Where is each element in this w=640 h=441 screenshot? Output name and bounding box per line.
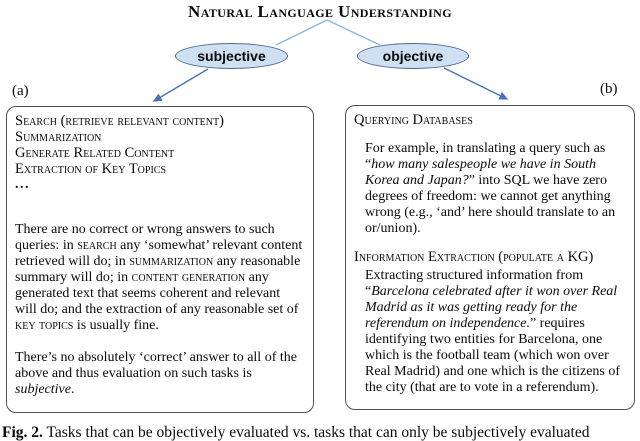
objective-tasks-box [345, 105, 635, 410]
node-objective [357, 43, 469, 69]
figure-caption: Fig. 2. Tasks that can be objectively evaluated vs. tasks that can only be subjectively evaluated [2, 424, 590, 441]
subjective-conclusion-paragraph: There’s no absolutely ‘correct’ answer to all of the above and thus evaluation on such tasks is subjective. [15, 350, 297, 397]
task-item-summarization: Summarization [15, 129, 102, 145]
task-item-ellipsis: ... [15, 177, 30, 192]
subjective-tasks-box [6, 106, 314, 413]
arrow-to-subjective-box [154, 69, 208, 101]
node-objective-label: objective [382, 48, 444, 64]
task-item-generate-content: Generate Related Content [15, 145, 175, 161]
node-subjective-label: subjective [197, 48, 266, 64]
panel-label-a: (a) [12, 83, 29, 99]
section-heading-querying-databases: Querying Databases [354, 112, 473, 128]
panel-label-b: (b) [600, 81, 618, 97]
node-subjective [175, 43, 288, 69]
section-heading-information-extraction: Information Extraction (populate a KG) [354, 249, 594, 265]
arrow-to-objective-box [444, 68, 507, 99]
subjective-explanation-paragraph: There are no correct or wrong answers to such queries: in search any ‘somewhat’ relevant content retrieved will do; in summarization any reasonable summary will do; in content generation any generated text that seems coherent and relevant will do; and the extraction of any reasonable set of key topics is usually fine. [15, 222, 303, 333]
diagram-root-label: Natural Language Understanding [188, 2, 452, 21]
task-item-key-topics: Extraction of Key Topics [15, 161, 167, 177]
branch-line-subjective [276, 20, 327, 45]
task-item-search: Search (retrieve relevant content) [15, 113, 224, 129]
information-extraction-paragraph: Extracting structured information from “Barcelona celebrated after it won over Real Madrid as it was getting ready for the referendum on independence.” requires identifying two entities for Barcelona, one which is the football team (which won over Real Madrid) and one which is the citizens of the city (that are to vote in a referendum). [365, 268, 621, 395]
branch-line-objective [327, 20, 380, 45]
querying-databases-paragraph: For example, in translating a query such as “how many salespeople we have in South Korea and Japan?” into SQL we have zero degrees of freedom: we cannot get anything wrong (e.g., ‘and’ here should translate to an or/union). [365, 141, 616, 236]
